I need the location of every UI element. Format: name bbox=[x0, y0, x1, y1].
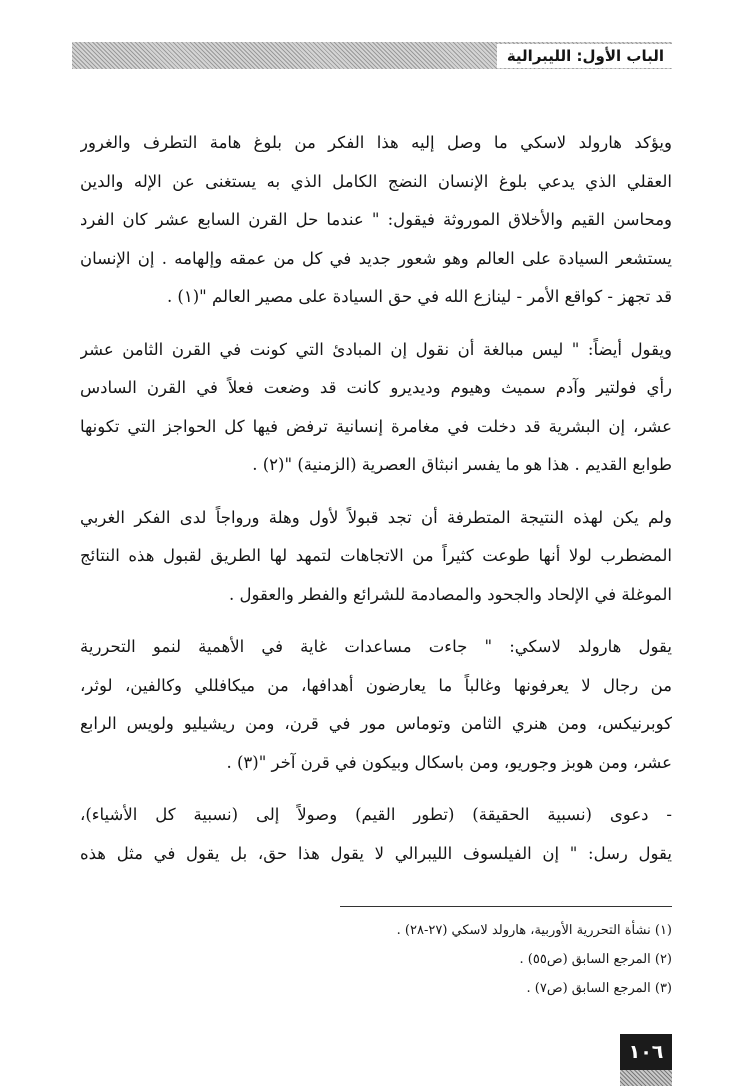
footnote-divider bbox=[340, 906, 672, 907]
text-line: ويؤكد هارولد لاسكي ما وصل إليه هذا الفكر من بلوغ هامة التطرف والغرور bbox=[80, 133, 672, 152]
paragraph bbox=[80, 124, 672, 317]
running-header-title: الباب الأول: الليبرالية bbox=[497, 44, 672, 68]
page-number: ١٠٦ bbox=[620, 1034, 672, 1070]
text-line: الموغلة في الإلحاد والجحود والمصادمة للشرائع والفطر والعقول . bbox=[229, 584, 672, 604]
text-line: عشر، إن البشرية قد دخلت في مغامرة إنسانية ترفض فيها كل الحواجز التي تكونها bbox=[80, 416, 672, 436]
text-line: العقلي الذي يدعي بلوغ الإنسان النضج الكامل الذي به يستغنى عن الإله والدين bbox=[80, 171, 672, 191]
page-number-texture bbox=[620, 1070, 672, 1086]
text-line: رأي فولتير وآدم سميث وهيوم وديديرو كانت قد وضعت فعلاً في القرن السادس bbox=[80, 378, 672, 397]
footnotes bbox=[252, 916, 672, 1003]
text-line: يستشعر السيادة على العالم وهو شعور جديد في كل من عمقه وإلهامه . إن الإنسان bbox=[80, 248, 672, 268]
body-text bbox=[80, 124, 672, 887]
paragraph bbox=[80, 796, 672, 873]
text-line: من رجال لا يعرفونها وغالباً ما يعارضون أهدافها، من ميكافللي وكالفين، لوثر، bbox=[80, 675, 672, 695]
text-line: يقول هارولد لاسكي: " جاءت مساعدات غاية في الأهمية لنمو التحررية bbox=[80, 637, 672, 656]
text-line: المضطرب لولا أنها طوعت كثيراً من الاتجاهات لتمهد لها الطريق لقبول هذه النتائج bbox=[80, 546, 672, 565]
text-line: كوبرنيكس، ومن هنري الثامن وتوماس مور في قرن، ومن ريشيليو ولويس الرابع bbox=[80, 714, 672, 733]
text-line: ويقول أيضاً: " ليس مبالغة أن نقول إن المبادئ التي كونت في القرن الثامن عشر bbox=[80, 339, 672, 359]
text-line: - دعوى (نسبية الحقيقة) (تطور القيم) وصولاً إلى (نسبية كل الأشياء)، bbox=[80, 805, 672, 824]
paragraph bbox=[80, 628, 672, 782]
text-line: عشر، ومن هوبز وجوريو، ومن باسكال وبيكون في قرن آخر "(٣) . bbox=[226, 752, 672, 772]
paragraph bbox=[80, 499, 672, 615]
footnote-item: (١) نشأة التحررية الأوربية، هارولد لاسكي (٢٧-٢٨) . bbox=[396, 923, 672, 938]
text-line: ومحاسن القيم والأخلاق الموروثة فيقول: " عندما حل القرن السابع عشر كان الفرد bbox=[80, 210, 672, 229]
text-line: قد تجهز - كواقع الأمر - لينازع الله في حق السيادة على مصير العالم "(١) . bbox=[166, 287, 672, 306]
paragraph bbox=[80, 331, 672, 485]
footnote-item: (٢) المرجع السابق (ص٥٥) . bbox=[519, 952, 672, 967]
footnote-item: (٣) المرجع السابق (ص٧) . bbox=[526, 981, 672, 996]
text-line: يقول رسل: " إن الفيلسوف الليبرالي لا يقول هذا حق، بل يقول في مثل هذه bbox=[80, 843, 672, 863]
text-line: طوابع القديم . هذا هو ما يفسر انبثاق العصرية (الزمنية) "(٢) . bbox=[252, 455, 672, 474]
text-line: ولم يكن لهذه النتيجة المتطرفة أن تجد قبولاً لأول وهلة ورواجاً لدى الفكر الغربي bbox=[80, 507, 672, 527]
